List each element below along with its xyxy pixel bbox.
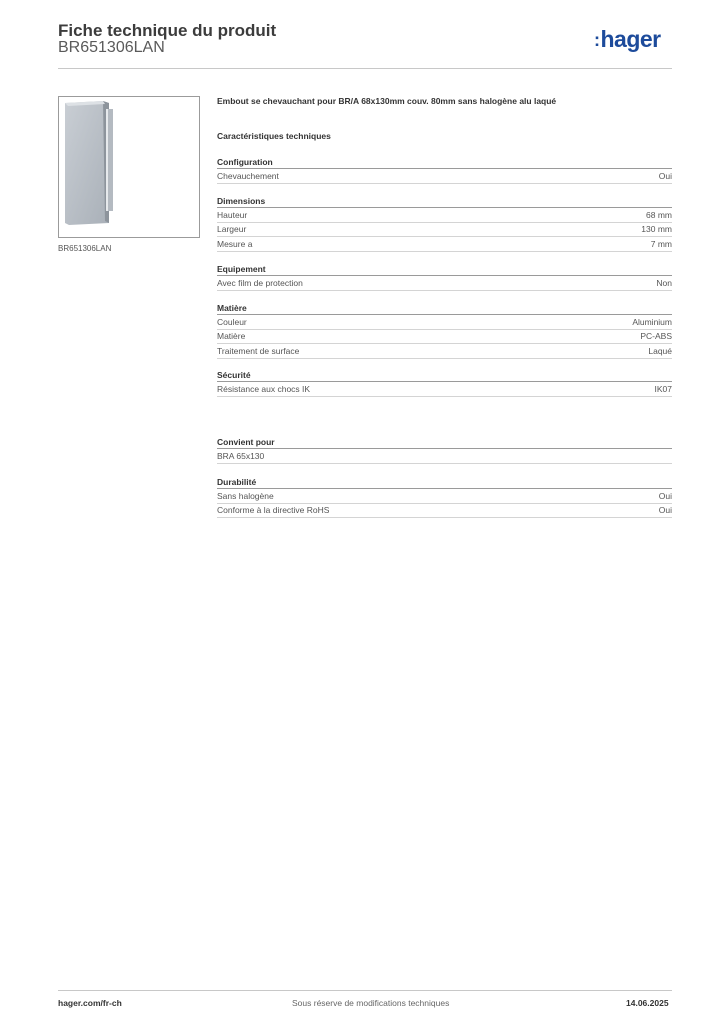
spec-value: 68 mm	[646, 209, 672, 220]
spec-label: Matière	[217, 331, 246, 342]
section-title: Durabilité	[217, 476, 672, 489]
spec-row	[217, 237, 672, 252]
section-title: Sécurité	[217, 369, 672, 382]
product-image-frame	[58, 96, 200, 238]
section-matiere	[217, 302, 672, 359]
page-title: Fiche technique du produit	[58, 21, 277, 40]
section-dimensions	[217, 195, 672, 252]
image-caption: BR651306LAN	[58, 244, 112, 253]
section-title: Configuration	[217, 156, 672, 169]
spec-row	[217, 344, 672, 359]
footer-divider	[58, 990, 672, 991]
footer-date: 14.06.2025	[626, 998, 669, 1008]
logo-dots: :	[594, 30, 600, 50]
spec-row	[217, 489, 672, 504]
section-convient-pour	[217, 436, 672, 464]
spec-label: BRA 65x130	[217, 450, 265, 461]
hager-logo	[594, 26, 661, 53]
section-title: Convient pour	[217, 436, 672, 449]
tech-characteristics-title: Caractéristiques techniques	[217, 131, 331, 141]
spec-label: Sans halogène	[217, 490, 274, 501]
spec-row	[217, 330, 672, 345]
spec-row	[217, 276, 672, 291]
spec-row	[217, 449, 672, 464]
logo-text: hager	[600, 26, 661, 52]
spec-value: Oui	[658, 170, 672, 181]
spec-value: Oui	[658, 505, 672, 516]
spec-row	[217, 223, 672, 238]
section-title: Dimensions	[217, 195, 672, 208]
spec-value: Oui	[658, 490, 672, 501]
spec-label: Avec film de protection	[217, 277, 303, 288]
spec-value: 130 mm	[641, 224, 672, 235]
section-configuration	[217, 156, 672, 184]
footer-website-link[interactable]: hager.com/fr-ch	[58, 998, 122, 1008]
spec-value: Laqué	[648, 345, 672, 356]
spec-row	[217, 315, 672, 330]
spec-label: Chevauchement	[217, 170, 279, 181]
footer-notice: Sous réserve de modifications techniques	[292, 998, 450, 1008]
section-title: Matière	[217, 302, 672, 315]
spec-row	[217, 208, 672, 223]
spec-row	[217, 504, 672, 519]
spec-value: Non	[656, 277, 672, 288]
spec-label: Résistance aux chocs IK	[217, 383, 311, 394]
product-image	[59, 97, 199, 237]
spec-label: Conforme à la directive RoHS	[217, 505, 330, 516]
product-description: Embout se chevauchant pour BR/A 68x130mm couv. 80mm sans halogène alu laqué	[217, 96, 557, 106]
spec-label: Traitement de surface	[217, 345, 300, 356]
section-durabilite	[217, 476, 672, 518]
spec-value: Aluminium	[632, 316, 672, 327]
spec-row	[217, 169, 672, 184]
spec-value: PC-ABS	[640, 331, 672, 342]
header-divider	[58, 68, 672, 69]
spec-row	[217, 382, 672, 397]
section-securite	[217, 369, 672, 397]
section-title: Equipement	[217, 263, 672, 276]
product-reference: BR651306LAN	[58, 39, 165, 56]
spec-value: IK07	[654, 383, 672, 394]
spec-label: Couleur	[217, 316, 247, 327]
spec-label: Hauteur	[217, 209, 248, 220]
spec-value: 7 mm	[650, 238, 672, 249]
spec-label: Largeur	[217, 224, 247, 235]
section-equipement	[217, 263, 672, 291]
spec-label: Mesure a	[217, 238, 253, 249]
